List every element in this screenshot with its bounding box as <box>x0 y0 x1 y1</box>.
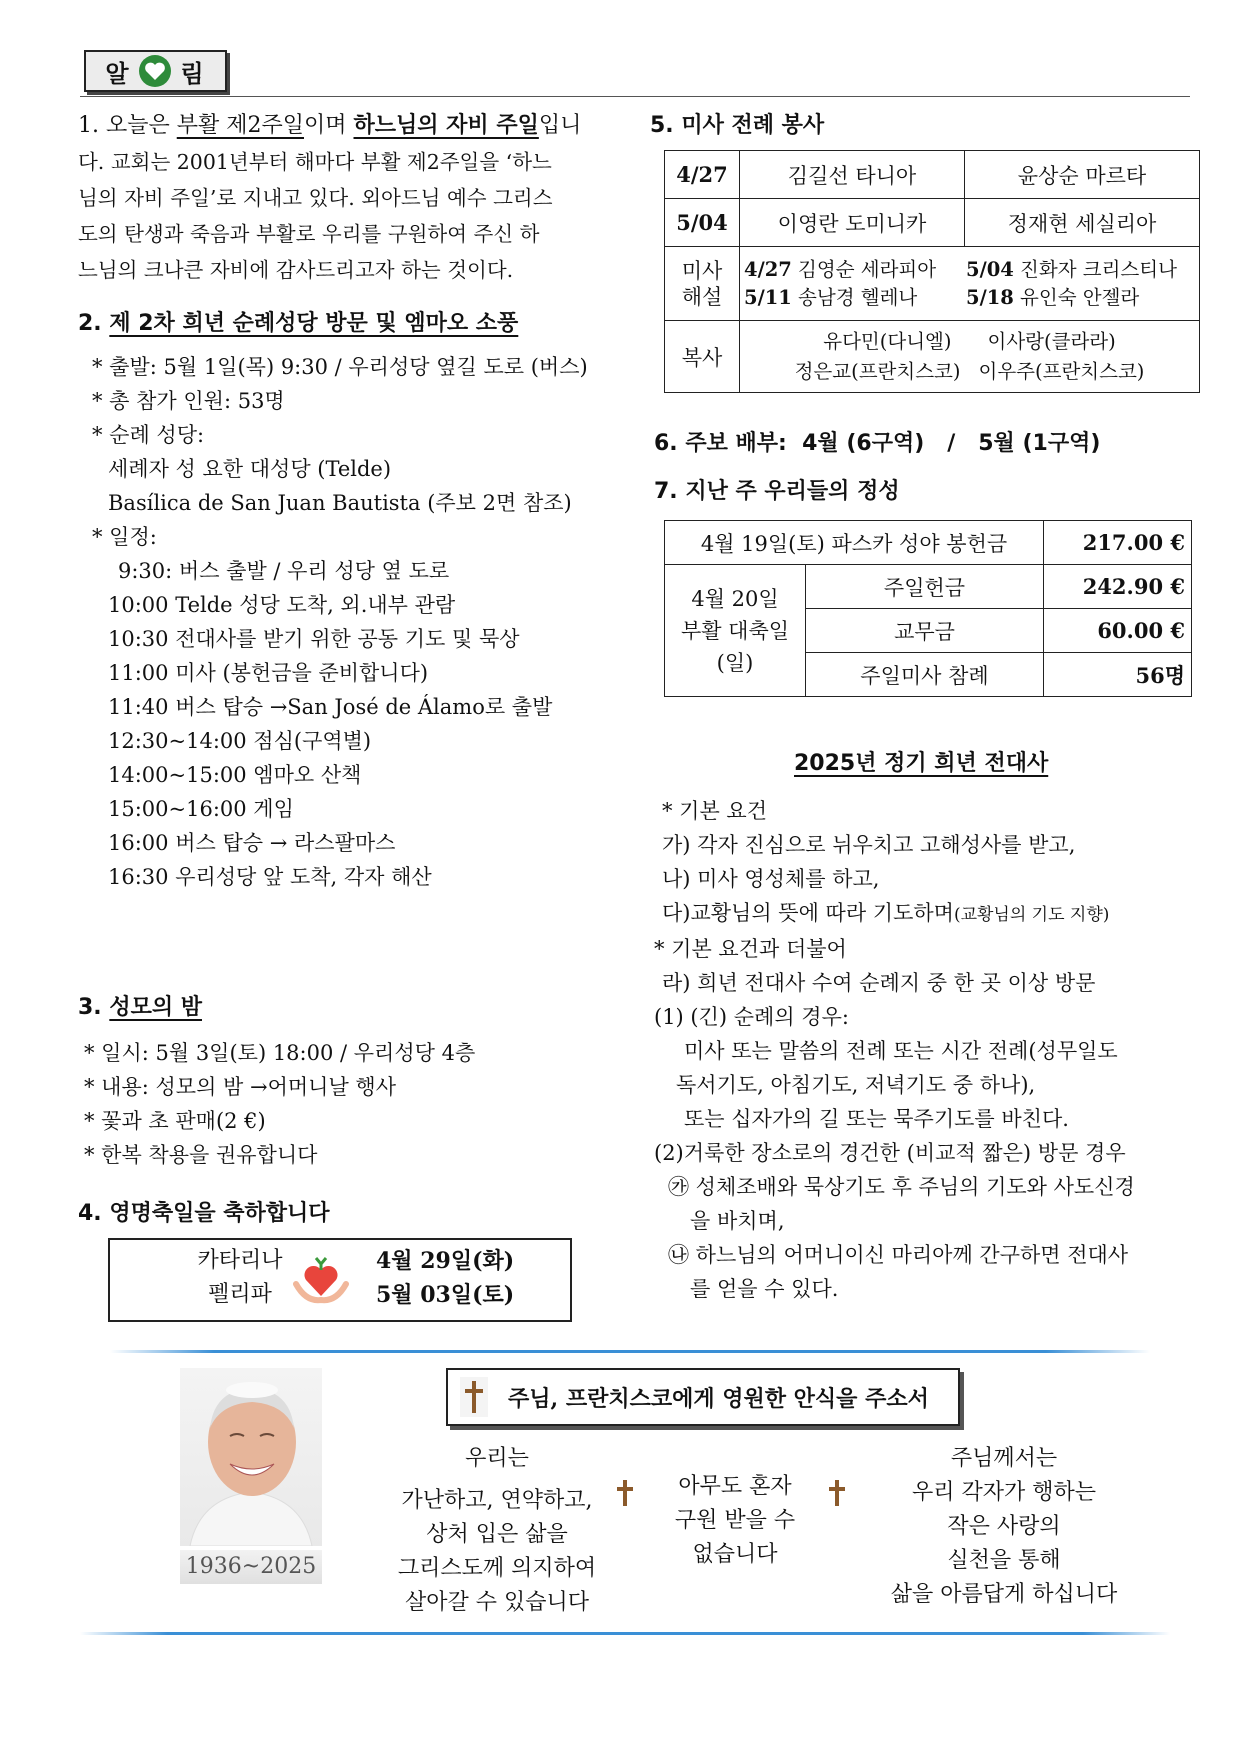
memorial-line: 실천을 통해 <box>947 1548 1061 1573</box>
section-7-title: 7. 지난 주 우리들의 정성 <box>654 479 900 504</box>
s2-line: 16:30 우리성당 앞 도착, 각자 해산 <box>108 865 432 889</box>
offering-value: 60.00 € <box>1044 609 1192 653</box>
indulgence-line: (1) (긴) 순례의 경우: <box>654 1005 849 1029</box>
s1-text: 이며 <box>304 113 354 138</box>
server-name: 이우주(프란치스코) <box>978 359 1145 383</box>
s2-line: 11:00 미사 (봉헌금을 준비합니다) <box>108 661 429 685</box>
indulgence-body <box>654 794 1194 1306</box>
memorial-col-3 <box>854 1442 1154 1612</box>
s2-line: Basílica de San Juan Bautista (주보 2면 참조) <box>108 491 572 515</box>
section-4-title: 4. 영명축일을 축하합니다 <box>78 1201 330 1226</box>
commentary-name: 진화자 크리스티나 <box>1020 257 1177 281</box>
indulgence-line: 가) 각자 진심으로 뉘우치고 고해성사를 받고, <box>662 833 1076 857</box>
feast-date: 4월 29일(화) <box>376 1248 515 1274</box>
memorial-top-rule <box>110 1350 1150 1353</box>
memorial-line: 삶을 아름답게 하십니다 <box>890 1582 1118 1607</box>
section-2-title <box>78 306 518 337</box>
s2-line: 세례자 성 요한 대성당 (Telde) <box>108 457 392 481</box>
cross-icon <box>614 1478 636 1512</box>
commentary-label-text: 미사 <box>681 258 723 283</box>
memorial-line: 그리스도께 의지하여 <box>397 1556 597 1581</box>
indulgence-line: * 기본 요건과 더불어 <box>654 937 847 961</box>
service-reader: 이영란 도미니카 <box>740 199 965 247</box>
group-label-line: 4월 20일 <box>691 586 779 611</box>
heart-icon <box>139 55 171 87</box>
service-date: 4/27 <box>665 151 740 199</box>
s2-line: * 총 참가 인원: 53명 <box>92 389 285 413</box>
s2-line: 9:30: 버스 출발 / 우리 성당 옆 도로 <box>118 559 450 583</box>
heart-hands-icon <box>292 1250 350 1308</box>
commentary-name: 유인숙 안젤라 <box>1020 285 1140 309</box>
s1-text: 입니 <box>538 113 582 138</box>
indulgence-line: (2)거룩한 장소로의 경건한 (비교적 짧은) 방문 경우 <box>654 1141 1126 1165</box>
feast-names <box>170 1244 310 1312</box>
service-reader: 김길선 타니아 <box>740 151 965 199</box>
s2-line: * 일정: <box>92 525 157 549</box>
s1-highlight-a: 부활 제2주일 <box>176 113 304 138</box>
offering-table <box>664 520 1192 697</box>
s3-title: 성모의 밤 <box>109 995 202 1020</box>
s2-line: 11:40 버스 탑승 →San José de Álamo로 출발 <box>108 695 553 719</box>
memorial-title-box <box>446 1368 960 1426</box>
commentary-name: 송남경 헬레나 <box>798 285 918 309</box>
indulgence-line: 를 얻을 수 있다. <box>690 1277 839 1301</box>
indulgence-line: ㉮ 성체조배와 묵상기도 후 주님의 기도와 사도신경 <box>668 1175 1135 1199</box>
memorial-line: 작은 사랑의 <box>947 1514 1061 1539</box>
offering-label: 주일헌금 <box>806 565 1044 609</box>
memorial-line: 살아갈 수 있습니다 <box>404 1590 589 1615</box>
s1-text: 1. 오늘은 <box>78 113 177 138</box>
indulgence-line: 다)교황님의 뜻에 따라 기도하며 <box>662 901 954 925</box>
indulgence-line: 독서기도, 아침기도, 저녁기도 중 하나), <box>676 1073 1036 1097</box>
indulgence-line: 또는 십자가의 길 또는 묵주기도를 바친다. <box>684 1107 1069 1131</box>
indulgence-line: 을 바치며, <box>690 1209 785 1233</box>
memorial-line: 주님께서는 <box>950 1446 1058 1471</box>
indulgence-title: 2025년 정기 희년 전대사 <box>794 751 1049 776</box>
cross-icon <box>460 1377 488 1417</box>
s1-line: 님의 자비 주일’로 지내고 있다. 외아드님 예수 그리스 <box>78 186 553 210</box>
memorial-col-1 <box>372 1442 622 1620</box>
commentary-date: 5/11 <box>744 285 792 309</box>
s2-line: * 출발: 5월 1일(목) 9:30 / 우리성당 옆길 도로 (버스) <box>92 355 588 379</box>
group-label-line: 부활 대축일 <box>680 618 790 643</box>
s3-line: * 내용: 성모의 밤 →어머니날 행사 <box>84 1075 396 1099</box>
s2-line: 14:00~15:00 엠마오 산책 <box>108 763 362 787</box>
offering-label: 교무금 <box>806 609 1044 653</box>
s3-line: * 일시: 5월 3일(토) 18:00 / 우리성당 4층 <box>84 1041 476 1065</box>
memorial-bottom-rule <box>80 1632 1170 1635</box>
service-reader: 정재현 세실리아 <box>965 199 1200 247</box>
s2-line: 12:30~14:00 점심(구역별) <box>108 729 372 753</box>
commentary-label-text: 해설 <box>681 284 723 309</box>
feast-box <box>108 1238 572 1322</box>
header-right-char: 림 <box>180 59 204 88</box>
s1-line: 도의 탄생과 죽음과 부활로 우리를 구원하여 주신 하 <box>78 222 540 246</box>
header-left-char: 알 <box>105 59 129 88</box>
section-5-title: 5. 미사 전례 봉사 <box>650 113 825 138</box>
server-name: 유다민(다니엘) <box>823 329 952 353</box>
s1-highlight-b: 하느님의 자비 주일 <box>353 113 539 138</box>
commentary-name: 김영순 세라피아 <box>798 257 937 281</box>
s2-num: 2. <box>78 311 110 336</box>
indulgence-line: 라) 희년 전대사 수여 순례지 중 한 곳 이상 방문 <box>662 971 1096 995</box>
offering-value: 56명 <box>1044 653 1192 697</box>
feast-name: 펠리파 <box>208 1282 272 1307</box>
feast-date: 5월 03일(토) <box>376 1282 515 1308</box>
offering-group-label <box>665 565 806 697</box>
liturgy-service-table <box>664 150 1200 393</box>
memorial-line: 우리는 <box>465 1446 529 1471</box>
group-label-line: (일) <box>716 650 754 675</box>
commentary-date: 5/18 <box>966 285 1014 309</box>
indulgence-line: ㉯ 하느님의 어머니이신 마리아께 간구하면 전대사 <box>668 1243 1129 1267</box>
offering-label: 주일미사 참례 <box>806 653 1044 697</box>
s2-line: 16:00 버스 탑승 → 라스팔마스 <box>108 831 396 855</box>
offering-value: 242.90 € <box>1044 565 1192 609</box>
memorial-col-2 <box>650 1470 820 1572</box>
s2-line: 10:30 전대사를 받기 위한 공동 기도 및 묵상 <box>108 627 520 651</box>
indulgence-line: 미사 또는 말씀의 전례 또는 시간 전례(성무일도 <box>684 1039 1118 1063</box>
memorial-line: 우리 각자가 행하는 <box>911 1480 1096 1505</box>
indulgence-line: * 기본 요건 <box>662 799 767 823</box>
s2-title: 제 2차 희년 순례성당 방문 및 엠마오 소풍 <box>109 311 519 336</box>
indulgence-small-note: (교황님의 기도 지향) <box>953 905 1110 925</box>
commentary-date: 5/04 <box>966 257 1014 281</box>
header-rule <box>80 96 1190 97</box>
section-3-body <box>84 1036 644 1172</box>
server-name: 정은교(프란치스코) <box>794 359 961 383</box>
memorial-line: 아무도 혼자 <box>678 1474 792 1499</box>
section-2-body <box>92 350 652 894</box>
cross-icon <box>826 1478 848 1512</box>
s2-line: * 순례 성당: <box>92 423 205 447</box>
section-3-title <box>78 990 202 1021</box>
server-cell <box>740 321 1200 393</box>
section-1 <box>78 108 638 288</box>
s1-line: 다. 교회는 2001년부터 해마다 부활 제2주일을 ‘하느 <box>78 150 552 174</box>
feast-name: 카타리나 <box>197 1248 283 1273</box>
header-title <box>86 52 223 90</box>
s3-num: 3. <box>78 995 110 1020</box>
memorial-line: 없습니다 <box>692 1542 778 1567</box>
commentary-label <box>665 247 740 321</box>
memorial-line: 구원 받을 수 <box>674 1508 796 1533</box>
memorial-line: 가난하고, 연약하고, <box>401 1488 593 1513</box>
service-reader: 윤상순 마르타 <box>965 151 1200 199</box>
pope-portrait <box>180 1368 322 1546</box>
s3-line: * 한복 착용을 권유합니다 <box>84 1143 318 1167</box>
server-label: 복사 <box>665 321 740 393</box>
commentary-date: 4/27 <box>744 257 792 281</box>
s2-line: 15:00~16:00 게임 <box>108 797 294 821</box>
s3-line: * 꽃과 초 판매(2 €) <box>84 1109 266 1133</box>
memorial-years: 1936~2025 <box>180 1550 322 1584</box>
section-6-title: 6. 주보 배부: 4월 (6구역) / 5월 (1구역) <box>654 431 1101 456</box>
s2-line: 10:00 Telde 성당 도착, 외.내부 관람 <box>108 593 456 617</box>
commentary-cell <box>740 247 1200 321</box>
service-date: 5/04 <box>665 199 740 247</box>
indulgence-line: 나) 미사 영성체를 하고, <box>662 867 880 891</box>
memorial-line: 상처 입은 삶을 <box>426 1522 568 1547</box>
offering-value: 217.00 € <box>1044 521 1192 565</box>
offering-label: 4월 19일(토) 파스카 성야 봉헌금 <box>665 521 1044 565</box>
server-name: 이사랑(클라라) <box>987 329 1116 353</box>
memorial-title: 주님, 프란치스코에게 영원한 안식을 주소서 <box>508 1385 929 1412</box>
s1-line: 느님의 크나큰 자비에 감사드리고자 하는 것이다. <box>78 258 514 282</box>
feast-dates <box>376 1244 556 1312</box>
